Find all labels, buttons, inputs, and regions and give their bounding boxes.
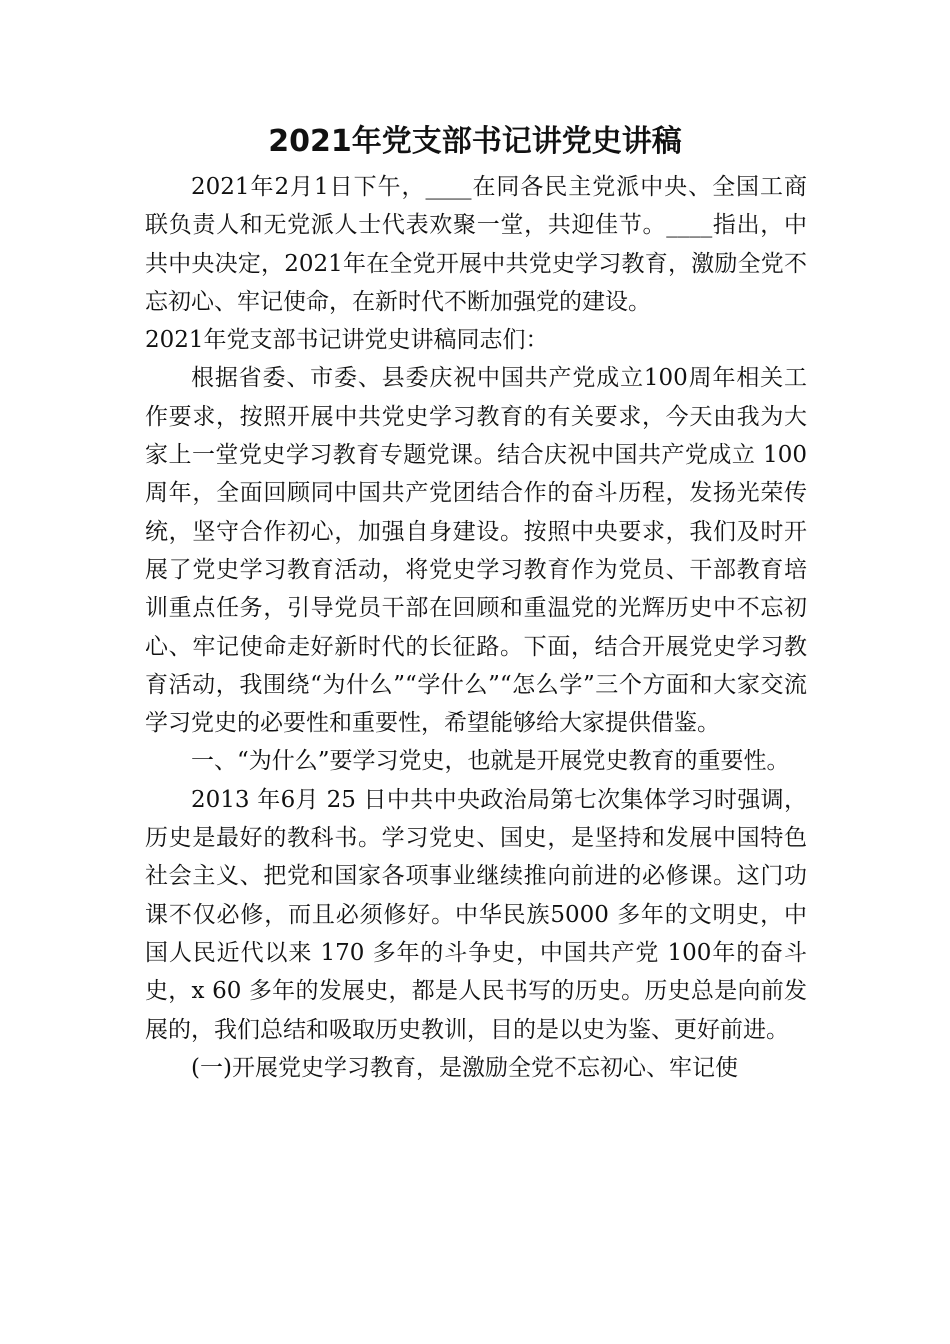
subsection-heading-1: (一)开展党史学习教育，是激励全党不忘初心、牢记使 bbox=[191, 1054, 738, 1081]
section-heading-1: 一、“为什么”要学习党史，也就是开展党史教育的重要性。 bbox=[191, 748, 790, 775]
paragraph-salutation: 2021年党支部书记讲党史讲稿同志们： bbox=[145, 327, 549, 354]
document-title: 2021年党支部书记讲党史讲稿 bbox=[268, 124, 682, 159]
paragraph-history-importance: 2013 年6月 25 日中共中央政治局第七次集体学习时强调，历史是最好的教科书。学习党史、国史，是坚持和发展中国特色社会主义、把党和国家各项事业继续推向前进的必修课。这门功课不仅必修，而且必须修好。中华民族5000 多年的文明史，中国人民近代以来 170 多年的斗争史，中国共产党 100年的奋斗史，x 60 多年的发展史，都是人民书写的历史。历史总是向前发展的，我们总结和吸取历史教训，目的是以史为鉴、更好前进。 bbox=[145, 786, 807, 1043]
paragraph-introduction: 根据省委、市委、县委庆祝中国共产党成立100周年相关工作要求，按照开展中共党史学习教育的有关要求，今天由我为大家上一堂党史学习教育专题党课。结合庆祝中国共产党成立 100 周年，全面回顾同中国共产党团结合作的奋斗历程，发扬光荣传统，坚守合作初心，加强自身建设。按照中央要求，我们及时开展了党史学习教育活动，将党史学习教育作为党员、干部教育培训重点任务，引导党员干部在回顾和重温党的光辉历史中不忘初心、牢记使命走好新时代的长征路。下面，结合开展党史学习教育活动，我围绕“为什么”“学什么”“怎么学”三个方面和大家交流学习党史的必要性和重要性，希望能够给大家提供借鉴。 bbox=[145, 365, 807, 737]
paragraph-opening: 2021年2月1日下午，____在同各民主党派中央、全国工商联负责人和无党派人士代表欢聚一堂，共迎佳节。____指出，中共中央决定，2021年在全党开展中共党史学习教育，激励全党不忘初心、牢记使命，在新时代不断加强党的建设。 bbox=[145, 174, 807, 315]
document-body bbox=[145, 168, 807, 1087]
